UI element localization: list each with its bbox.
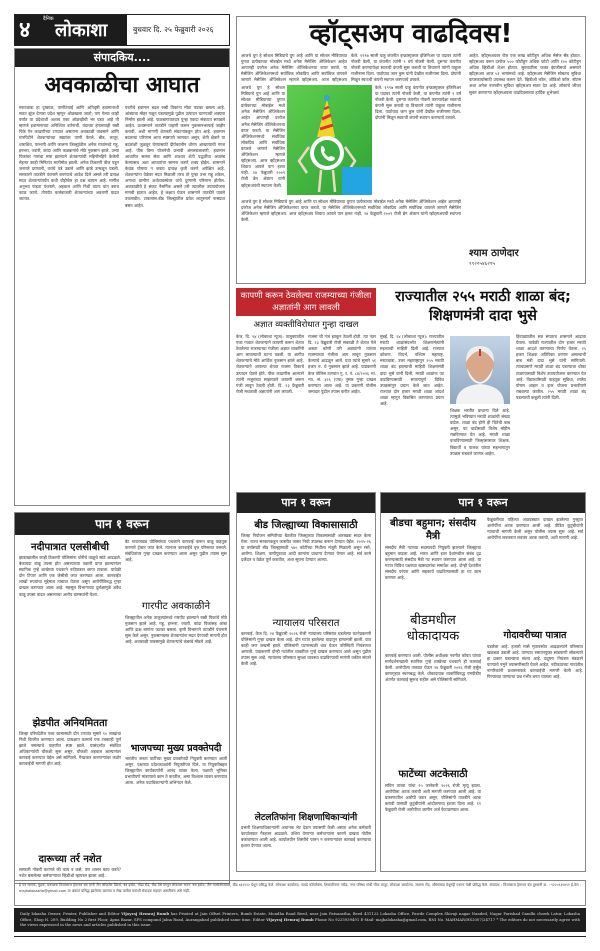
schools-title: राज्यातील २५५ मराठी शाळा बंद; शिक्षणमंत्री दादा भुसे bbox=[395, 289, 571, 324]
editorial-col-1: मराठवाडा हा दुष्काळ, पाणीटंचाई आणि अतिवृष्टी हवामानाशी सतत झुंज देणारा प्रदेश म्हणून ओळखला जातो; पण गेल्या काही वर्षांत या प्रदेशाशी अशाच एका ओळखीची भर पडत आहे ती म्हणजे हवामानाच्या अनिश्चित वर्तनाची. यंदाच्या हंगामातही रब्बी पिके ऐन काढणीच्या टप्प्यात असताना अवकाळी पावसाने आणि गारपिटीने शेतकऱ्यांच्या स्वप्नांवर पाणी फेरले. बीड, लातूर, धाराशिव, परभणी आणि जालना जिल्ह्यांतील अनेक गावांमध्ये गहू, हरभरा, ज्वारी, कांदा आणि फळबागांचे मोठे नुकसान झाले. उभ्या पिकांवर गारांचा मारा झाल्याने शेतकऱ्यांची महिनोंमहिने केलेली मेहनत काही मिनिटांत मातीमोल झाली. अनेक ठिकाणी वीज पडून जनावरे दगावली, घरांचे पत्रे उडाले आणि झाडे उन्मळून पडली. सरकारने तातडीने पंचनामे करण्याचे आदेश दिले असले तरी प्रत्यक्ष मदत शेतकऱ्यांपर्यंत कधी पोहोचेल हा प्रश्न कायम आहे. मागील अनुभव पाहता पंचनामे, अहवाल आणि निधी वाटप यांत बराच काळ जातो. तोपर्यंत कर्जबाजारी शेतकऱ्यांच्या अडचणी वाढत जातात. bbox=[19, 105, 119, 202]
whatsapp-author-phone: ९९२२५४६२९५ bbox=[469, 261, 496, 267]
story-body: बेट गावाजवळ पोलिसांच्या पथकाने कारवाई करून वाळू वाहतूक करणारे ट्रॅक्टर जप्त केले. त्यानंतर कारवाईचे वृत्त परिसरात पसरले. संबंधितांवर गुन्हा दाखल करण्यात आला असून पुढील तपास सुरू आहे. bbox=[125, 539, 227, 563]
whatsapp-title: व्हॉट्सअप वाढदिवस! bbox=[309, 19, 513, 49]
imprint-english-pre: Daily lokasha Owner, Printer, Publisher and Editor bbox=[20, 911, 122, 916]
continued-left-banner: पान १ वरून bbox=[15, 513, 229, 535]
schools-col-3: हिवाळ्यातील सत्र संपताच शासनाने आढावा घेतला. यावेळी राज्यातील दोन हजार मराठी शाळा आदर्श करण्याचा निर्णय घेतला. २५ हजार शिक्षक अतिरिक्त ठरणार असल्याची बाब मंत्री दादा भुसे यांनी सांगितली. त्याचप्रमाणे मराठी शाळा बंद पडण्याचा धोका टाळण्यासाठी विशेष उपाययोजना करण्यात येत आहे. विद्यार्थ्यांसाठी वाहतूक सुविधा, शालेय पोषण आहार व इतर योजना प्रभावीपणे राबवल्या जातील. २५५ मराठी शाळा बंद पडल्याची कबुली त्यांनी दिली. bbox=[516, 334, 586, 400]
story-body: जिल्ह्यातील अनेक तालुक्यांमध्ये गारपीट झाल्याने रब्बी पिकांचे मोठे नुकसान झाले आहे. गहू, हरभरा, ज्वारी, कांदा पिकांसह आंबा आणि द्राक्ष बागांना फटका बसला. कृषी विभागाने तातडीने पंचनामे सुरू केले असून, नुकसानग्रस्त शेतकऱ्यांना मदत देण्याची मागणी होत आहे. अवकाळी पावसामुळे शेतकऱ्यांचे कंबरडे मोडले आहे. bbox=[125, 615, 227, 645]
schools-col-2: शिक्षक भरतीत प्राधान्य दिले आहे. त्यामुळे भविष्यात मराठी शाळांची संख्या वाढेल. शाळा बंद होणे ही चिंतेची बाब असून, पट वाढीसाठी विशेष मोहीम राबविण्यात येत आहे. मराठी शाळा वाचविण्यासाठी जिल्हास्तरावर शिक्षक, विद्यार्थी व पालक यांच्या सहभागातून उपक्रम राबवले जाणार आहेत. bbox=[450, 408, 510, 456]
ganja-col-2: राजमा ची गंज झाकून ठेवली होती. त्या नंतर दि. २३ फेब्रुवारी रोजी सकाळी ते शेतात गेले असता कोणी तरी अज्ञातांनी त्यांच्या राजम्याच्या गंजीला आग लावून नुकसान केल्याचे आढळून आले. यात त्यांचे सुमारे ५१ हजार रु. चे नुकसान झाले आहे. याप्रकरणी केज पोलिस ठाण्यात गु. र. नं. ८४/२०२६ भा. न्या. सं. ३२६ (एफ) नुसार गुन्हा दाखल करण्यात आला आहे. या प्रकरणी पोलीस जमादार पुढील तपास करीत आहेत. bbox=[308, 334, 376, 394]
story-title: नदीपात्रात एलसीबीची bbox=[31, 542, 109, 553]
story-body: कारवाई करण्यात आली. पोलीस अधीक्षक नवनीत कॉवत यांच्या मार्गदर्शनाखाली स्थानिक गुन्हे शाखेच्या पथकाने ही कारवाई केली. आरोपीला ताब्यात घेऊन २४ फेब्रुवारी २०२६ रोजी हर्सूल कारागृहात स्थानबद्ध केले. धोकादायक व्यक्तींविरुद्ध एमपीडीए अंतर्गत कारवाई सुरूच राहील असे पोलिसांनी सांगितले. bbox=[385, 653, 481, 683]
masthead-small-label: दैनिक bbox=[43, 16, 54, 22]
whatsapp-author: श्याम ठाणेदार bbox=[469, 248, 519, 259]
story-body: भारतीय जनता पार्टीच्या मुख्य प्रवक्तेपदी नियुक्ती करण्यात आली असून, पक्षाच्या प्रदेशाध्यक्षांनी नियुक्तीपत्र दिले. या नियुक्तीबद्दल जिल्ह्यातील कार्यकर्त्यांनी आनंद व्यक्त केला. पक्षाची भूमिका प्रभावीपणे मांडण्याचे काम ते करतील, असा विश्वास व्यक्त करण्यात आला. अनेक पदाधिकाऱ्यांनी अभिनंदन केले. bbox=[125, 756, 227, 786]
story-title: बीड जिल्ह्याच्या विकासासाठी bbox=[254, 520, 358, 531]
story-title: बीडचा बहुमान; संसदीय मैत्री bbox=[390, 518, 476, 542]
issue-date: बुधवार दि. २५ फेब्रुवारी २०२६ bbox=[133, 25, 214, 34]
decorative-blue-box bbox=[342, 167, 372, 195]
story-body: प्रभारी शिक्षणाधिकाऱ्यांनी अचानक भेट देऊन तपासणी केली असता अनेक कर्मचारी कार्यालयात गैरहजर आढळले. उशिरा येणाऱ्या कर्मचाऱ्यांना कारणे दाखवा नोटीस बजावण्यात आली आहे. कार्यालयीन शिस्तीचे पालन न करणाऱ्यांवर कारवाई करण्याचा इशारा देण्यात आला. bbox=[241, 825, 371, 849]
person-portrait-icon bbox=[450, 336, 510, 404]
story-title: झेडपीत अनियमितता bbox=[32, 718, 108, 729]
whatsapp-col-1: आजचे युग हे सोशल मिडियाचे युग आहे आणि या सोशल मीडियाच्या युगात प्रत्येकाच्या मोबाईल मध्ये अनेक मेसेजिंग ॲप्लिकेशन आहेत आपणही दररोज अनेक मेसेजिंग ॲप्लिकेशनचा वापर करतो. या मेसेजिंग ॲप्लिकेशनमध्ये सर्वाधिक लोकप्रिय आणि सर्वाधिक वापरले जाणारे मेसेजिंग ॲप्लिकेशन म्हणजे व्हॉट्सअप. आज व्हॉट्सअप bbox=[241, 53, 347, 83]
ganja-subhead: अज्ञात व्यक्तीविरोधात गुन्हा दाखल bbox=[253, 320, 359, 330]
imprint-editor-name: Vijayraj Hemraj Bumb bbox=[266, 916, 314, 922]
continued-right-col-1 bbox=[385, 517, 481, 839]
story-body: फेब्रुवारीच्या पहिल्या आठवड्यात दाखल झालेल्या गुन्ह्यात आरोपींना अटक करण्यात आली आहे. पीडित कुटुंबीयांनी न्यायाची मागणी केली असून पोलीस तपास सुरू आहे. सर्व आरोपींना लवकरात लवकर अटक करावी, अशी मागणी आहे. bbox=[487, 517, 583, 541]
continued-left-col-2 bbox=[125, 539, 227, 860]
whatsapp-col-2-cont: केले. १९९७ साली याहू कंपनीत इन्फ्रास्ट्रक्चर इंजिनिअर या पदावर त्यांनी नोकरी केली, या कंपनीत त्यांनी ९ वर्ष नोकरी केली. दुसऱ्या कंपनीत नोकरी करण्यापेक्षा स्वतःची कंपनी सुरू करावी या विचाराने त्यांनी याहूला राजीनामा दिला. पाठोपाठ जान कुम यांनी देखील राजीनामा दिला. दोघांनी मिळून स्वतःची कंपनी स्थापन करण्याचे ठरवले. bbox=[375, 85, 461, 121]
imprint-english-post: Phone No 9225939491 E-Mail- majhalokasha@gmail.com, RNI No. MAHMAR/HS2007/24717 * The editors do not necessarily agree with the views expressed in the news and articles published in this issue. bbox=[20, 916, 580, 928]
imprint-marathi: हे पत्र मालक, मुद्रक, प्रकाशक विजयराज हेमराज बंब यांनी जैन ऑफसेट प्रिंटर्स, बंब इस्टेट, मोंढा रोड, बीड येथे छापून लोकाशा भवन, बंब इस्टेट, जैन पतसंस्थेजवळ, बीड ४३११२२ येथून प्रसिद्ध केले. लोकाशा कार्यालय, पावडे कॉम्प्लेक्स, शिवाजीनगर नांदेड, नगर परिषद गांधी चौक लातूर, लोकाशा कार्यालय, जालना रोड, औरंगाबाद येथूनही एकाच वेळी प्रसिद्ध केले. संपादक : विजयराज हेमराज बंब दूरध्वनी क्र. : ९२२५९३९४९१ ई-मेल : majhalokasha@gmail.com या अंकात प्रसिद्ध झालेल्या बातम्या व लेख यातील मतांशी संपादक सहमत असतीलच असे नाही. bbox=[14, 880, 586, 906]
story-body: जिल्हा परिषदेतील एका कामासाठी दोन टप्प्यांत सुमारे १० लाखांचा निधी वितरीत करण्यात आला. प्रत्यक्षात कामाचे एक टक्काही पूर्ण झाले नसल्याचे पाहणीत स्पष्ट झाले. यासंदर्भात संबंधित अधिकाऱ्यांची चौकशी सुरू असून, चौकशी अहवाल आल्यानंतर कारवाई करण्यात येईल असे सांगितले. गैरप्रकार करणाऱ्यांवर कठोर कारवाईची मागणी होत आहे. bbox=[19, 731, 121, 767]
story-body: सरकारी नोकरी करणारे की काय व कसे, पण शासन काय करते? नशेत बसलेल्या कर्मचाऱ्याचा व्हिडीओ व्हायरल झाला आहे. bbox=[19, 867, 121, 879]
imprint-english bbox=[14, 908, 586, 932]
whatsapp-col-1-cont: आजचे युग हे सोशल मिडियाचे युग आहे आणि या सोशल मीडियाच्या युगात प्रत्येकाच्या मोबाईल मध्ये अनेक मेसेजिंग ॲप्लिकेशन आहेत आपणही दररोज अनेक मेसेजिंग ॲप्लिकेशनचा वापर करतो. या मेसेजिंग ॲप्लिकेशनमध्ये सर्वाधिक लोकप्रिय आणि सर्वाधिक वापरले जाणारे मेसेजिंग ॲप्लिकेशन म्हणजे व्हॉट्सअप. आज व्हॉट्सअप शिवाय आपले पान हलत नाही. २४ फेब्रुवारी २००९ रोजी ब्रेन ॲक्टन यांनी व्हॉट्सअपची स्थापना केली. bbox=[241, 85, 285, 188]
story-title: गारपीट अवकाळीने bbox=[141, 601, 210, 612]
masthead-logo-block bbox=[15, 15, 127, 45]
story-body: पडलेला आहे. हजारो मासे मृतावस्थेत आढळल्याने परिसरात खळबळ उडाली आहे. पाण्यात रसायनयुक्त सांडपाणी सोडल्याने हा प्रकार घडल्याचा संशय आहे. प्रदूषण नियंत्रण मंडळाने पाण्याचे नमुने तपासणीसाठी घेतले आहेत. नदीकाठच्या गावांतील नागरिकांनी प्रशासनाकडे कारवाईची मागणी केली आहे. पिण्याच्या पाण्याचा प्रश्न गंभीर बनत चालला आहे. bbox=[487, 644, 583, 680]
masthead bbox=[14, 14, 230, 46]
story-body: सचिन तावरा यांचा १५ जानेवारी २०२६ रोजी मृत्यू झाला. आरोपीला अटक करावी अशी मागणी करण्यात आली आहे. या प्रकरणातील आरोपी फरार असून, पोलिसांनी तातडीने अटक करावी यासाठी कुटुंबीयांनी आंदोलनाचा इशारा दिला आहे. ११ फेब्रुवारी रोजी आरोपीचा जामीन अर्ज फेटाळण्यात आला. bbox=[385, 783, 481, 813]
schools-col-1: मुंबई, दि. २४ (लोकाशा न्यूज): राज्यातील मराठी शाळांसंदर्भात शिक्षणमंत्र्यांनी महत्त्वाची माहिती दिली आहे. राज्यात कोकण, विदर्भ, पश्चिम महाराष्ट्र, मराठवाडा, उत्तर महाराष्ट्रातून २५५ मराठी शाळा बंद झाल्याची माहिती शिक्षणमंत्री दादा भुसे यांनी दिली. मराठी शाळांना पट वाढविण्यासाठी सातत्यपूर्ण विविध उपक्रमांतून प्रयत्न केले जात आहेत. राज्यात दोन हजार मराठी शाळा आदर्श शाळा म्हणून विकसित करण्याचा प्रयत्न आहे. bbox=[380, 334, 444, 407]
story-title: न्यायालय परिसरात bbox=[272, 618, 340, 629]
editorial-section bbox=[14, 48, 230, 506]
imprint-owner-name: Vijayraj Hemraj Bumb bbox=[121, 911, 170, 916]
continued-mid-banner: पान १ वरून bbox=[237, 493, 375, 513]
continued-right-col-2 bbox=[487, 517, 583, 844]
story-title: गोदावरीच्या पात्रात bbox=[503, 630, 567, 641]
editorial-title: अवकाळीचा आघात bbox=[44, 73, 200, 98]
continued-right-section bbox=[380, 492, 586, 872]
minister-photo bbox=[450, 336, 510, 404]
continued-left-section bbox=[14, 512, 230, 884]
editorial-col-2: परतीचे हवामान बदल रब्बी पिकांना मोठा फटका बसला आहे. आंब्याचा मोहर गळून पडल्यामुळे पुढील उत्पादन घटण्याची शक्यता निर्माण झाली आहे. फळबागायतदार पुन्हा एकदा संकटात सापडले आहेत. प्रशासनाने तातडीने पाहणी करून नुकसानभरपाई जाहीर करावी, अशी मागणी शेतकरी संघटनांकडून होत आहे. हवामान बदलाचा परिणाम आता स्पष्टपणे जाणवत असून, शेती क्षेत्राने या बदलांशी जुळवून घेण्यासाठी दीर्घकालीन धोरण आखण्याची गरज आहे. पीक विमा योजनेची प्रभावी अंमलबजावणी, हवामान आधारित सल्ला सेवा आणि शाश्वत शेती पद्धतींचा अवलंब केल्यासच अशा आघातांचा सामना करणे शक्य होईल. शासनाने केवळ घोषणा न करता प्रत्यक्ष कृती करणे अपेक्षित आहे. शेतकऱ्यांना वेळेवर मदत मिळाली तरच तो पुन्हा उभा राहू शकेल, अन्यथा ग्रामीण अर्थव्यवस्थेवर याचे दूरगामी परिणाम होतील. अवकाळीचे हे संकट नैसर्गिक असले तरी त्यावरील उपाययोजना मानवी हातात आहेत, हे लक्षात घेऊन शासनाने तातडीने पावले उचलावीत. टाकलास.बीड जिल्ह्यातील प्रवेश लातूरमार्ग नासप्रात बसत आहेत. bbox=[125, 105, 225, 208]
paper-name-logo: लोकाशा bbox=[55, 20, 108, 41]
ganja-col-1: केज, दि. २४ (लोकाशा न्यूज): तालुक्यातील एका गावात शेतकऱ्याने कापणी करून शेतात ठेवलेल्या राजम्याच्या गंजीला अज्ञात व्यक्तींनी आग लावल्याची घटना घडली. या आगीत शेतकऱ्याचे मोठे आर्थिक नुकसान झाले आहे. शेतकऱ्याने आपल्या शेतात राजमा पिकाचे उत्पादन घेतले होते. पीक काढणीस आल्याने त्यांनी मजुरांच्या साहाय्याने कापणी करून गंजी लावून ठेवली होती. दि. २३ फेब्रुवारी रोजी मध्यरात्री अज्ञातांनी आग लावली. bbox=[236, 334, 304, 394]
story-title: भाजपच्या मुख्य प्रवक्तेपदी bbox=[130, 743, 222, 754]
whatsapp-col-3: आहेत. व्हॉट्सअपवर रोज एक लाख कोटीहून अधिक मेसेज सेंड होतात. व्हॉट्सअप वरून दररोज ५०० कोटीहून अधिक फोटो आणि १०० कोटीहून अधिक व्हिडीओ शेअर होतात. सुरुवातीला फक्त इंग्रजीमध्ये असणारे व्हॉट्सअप आज ५१ भाषांमध्ये आहे. व्हॉट्सअप मेसेजिंग सोबतच सुविधा वापरकर्त्यांसाठी उपलब्ध करून देते. व्हिडीओ कॉल, ऑडिओ कॉल, स्टेटस अशा अनेक नवनवीन सुविधा व्हॉट्सअप सतत देत आहे. लोकांचे जीवन सुकर करणाऱ्या व्हॉट्सअपला वाढदिवसाच्या हार्दिक शुभेच्छा! bbox=[469, 53, 581, 95]
ganja-story bbox=[236, 288, 376, 488]
continued-mid-section bbox=[236, 492, 376, 872]
whatsapp-bottom-text: आजचे युग हे सोशल मिडियाचे युग आहे आणि या सोशल मीडियाच्या युगात प्रत्येकाच्या मोबाईल मध्ये अनेक मेसेजिंग ॲप्लिकेशन आहेत आपणही दररोज अनेक मेसेजिंग ॲप्लिकेशनचा वापर करतो. या मेसेजिंग ॲप्लिकेशनमध्ये सर्वाधिक लोकप्रिय आणि सर्वाधिक वापरले जाणारे मेसेजिंग ॲप्लिकेशन म्हणजे व्हॉट्सअप. आज व्हॉट्सअप शिवाय आपले पान हलत नाही. २४ फेब्रुवारी २००९ रोजी ब्रेन ॲक्टन यांनी व्हॉट्सअपची स्थापना केली. bbox=[241, 199, 461, 223]
story-title: फाटेंच्या अटकेसाठी bbox=[398, 769, 468, 780]
whatsapp-article bbox=[236, 16, 586, 284]
story-title: बीडमधील धोकादायक bbox=[406, 613, 460, 644]
whatsapp-col-2: केले. १९९७ साली याहू कंपनीत इन्फ्रास्ट्रक्चर इंजिनिअर या पदावर त्यांनी नोकरी केली, या कंपनीत त्यांनी ९ वर्ष नोकरी केली. दुसऱ्या कंपनीत नोकरी करण्यापेक्षा स्वतःची कंपनी सुरू करावी या विचाराने त्यांनी याहूला राजीनामा दिला. पाठोपाठ जान कुम यांनी देखील राजीनामा दिला. दोघांनी मिळून स्वतःची कंपनी स्थापन करण्याचे ठरवले. bbox=[351, 53, 461, 83]
editorial-label: संपादकिय.... bbox=[15, 49, 229, 67]
schools-story bbox=[380, 288, 586, 488]
story-title: लेटलतिफांना शिक्षणाधिकाऱ्यांनी bbox=[254, 813, 358, 823]
story-title: दारूच्या तर्र नशेत bbox=[38, 854, 102, 865]
story-body: संसदीय मैत्री गटाच्या सदस्यपदी नियुक्ती झाल्याने जिल्ह्याचा बहुमान वाढला आहे. भारत आणि इतर देशांमधील संबंध दृढ करण्यासाठी संसदीय मैत्री गट स्थापन करण्यात आला आहे. या गटात विविध पक्षांच्या खासदारांचा समावेश आहे. दोन्ही देशांतील संसदीय परंपरा आणि सहकार्य वाढविण्यासाठी हा गट काम करणार आहे. bbox=[385, 545, 481, 581]
story-body: जिल्हा नियोजन समितीच्या बैठकीत जिल्ह्याच्या विकासासाठी आराखडा सादर केला गेला. राज्य सरकारकडून जास्तीत जास्त निधी उपलब्ध करून देण्यात येईल. २०२५-२६ या वर्षासाठी बीड जिल्ह्यासाठी ५४० कोटींच्या निधीला मंजुरी मिळाली असून रस्ते, आरोग्य, शिक्षण, पाणीपुरवठा आदी कामांना प्राधान्य देण्यात येणार आहे. सर्व कामे दर्जेदार व वेळेत पूर्ण करावीत, अशा सूचना देण्यात आल्या. bbox=[241, 533, 371, 563]
bottom-rule bbox=[14, 936, 586, 937]
page-number: ४ bbox=[19, 17, 31, 43]
continued-right-banner: पान १ वरून bbox=[381, 493, 585, 513]
imprint-english-mid: has Printed at Jain Offset Printers, Bumb Estate, Mondha Road Beed, near Jain Patsanstha, Beed 431122 Lokasha Office, Pawde Complex Shivaji nagar Nanded, Nagar Parishad Gandhi chowk Latur, Lokasha Office, Shop N. 209, Building No 2 first Floor, Apna Bazar, SFS compund Jalna Road, Aurangabad published same time. Editor bbox=[20, 911, 580, 922]
continued-left-col-1 bbox=[19, 539, 121, 881]
story-body: कारवाई. केज दि. २४ फेब्रुवारी २०२६ रोजी न्यायालय परिसरात घडलेल्या घटनेप्रकरणी पोलिसांनी गुन्हा दाखल केला आहे. दोन गटांत झालेल्या वादातून हाणामारी झाली. यात काही जण जखमी झाले. पोलिसांनी घटनास्थळी धाव घेऊन परिस्थिती नियंत्रणात आणली. याप्रकरणी दोन्ही गटांतील व्यक्तींवर गुन्हे दाखल करण्यात आले असून पुढील तपास सुरू आहे. न्यायालय परिसरात सुरक्षा व्यवस्था वाढविण्याची मागणी वकील संघाने केली आहे. bbox=[241, 631, 371, 667]
ganja-banner: कापणी करून ठेवलेल्या राजम्याच्या गंजीला अज्ञातांनी आग लावली bbox=[236, 288, 376, 316]
story-body: झाडाखालील काही ठिकाणी पोलिसांना चोरीचे वाळूचे साठे आढळले. बेकायदा वाळू उपसा होत असल्याच्या तक्रारी प्राप्त झाल्यानंतर स्थानिक गुन्हे शाखेच्या पथकाने नदीपात्रात छापा टाकला. यावेळी दोन टिप्पर आणि एक जेसीबी जप्त करण्यात आला. कारवाईत लाखो रुपयांचा मुद्देमाल ताब्यात घेतला असून आरोपींविरुद्ध गुन्हा दाखल करण्यात आला आहे. महसूल विभागाच्या दुर्लक्षामुळे अवैध वाळू उपसा वाढत असल्याचा आरोप ग्रामस्थांनी केला. bbox=[19, 555, 121, 597]
